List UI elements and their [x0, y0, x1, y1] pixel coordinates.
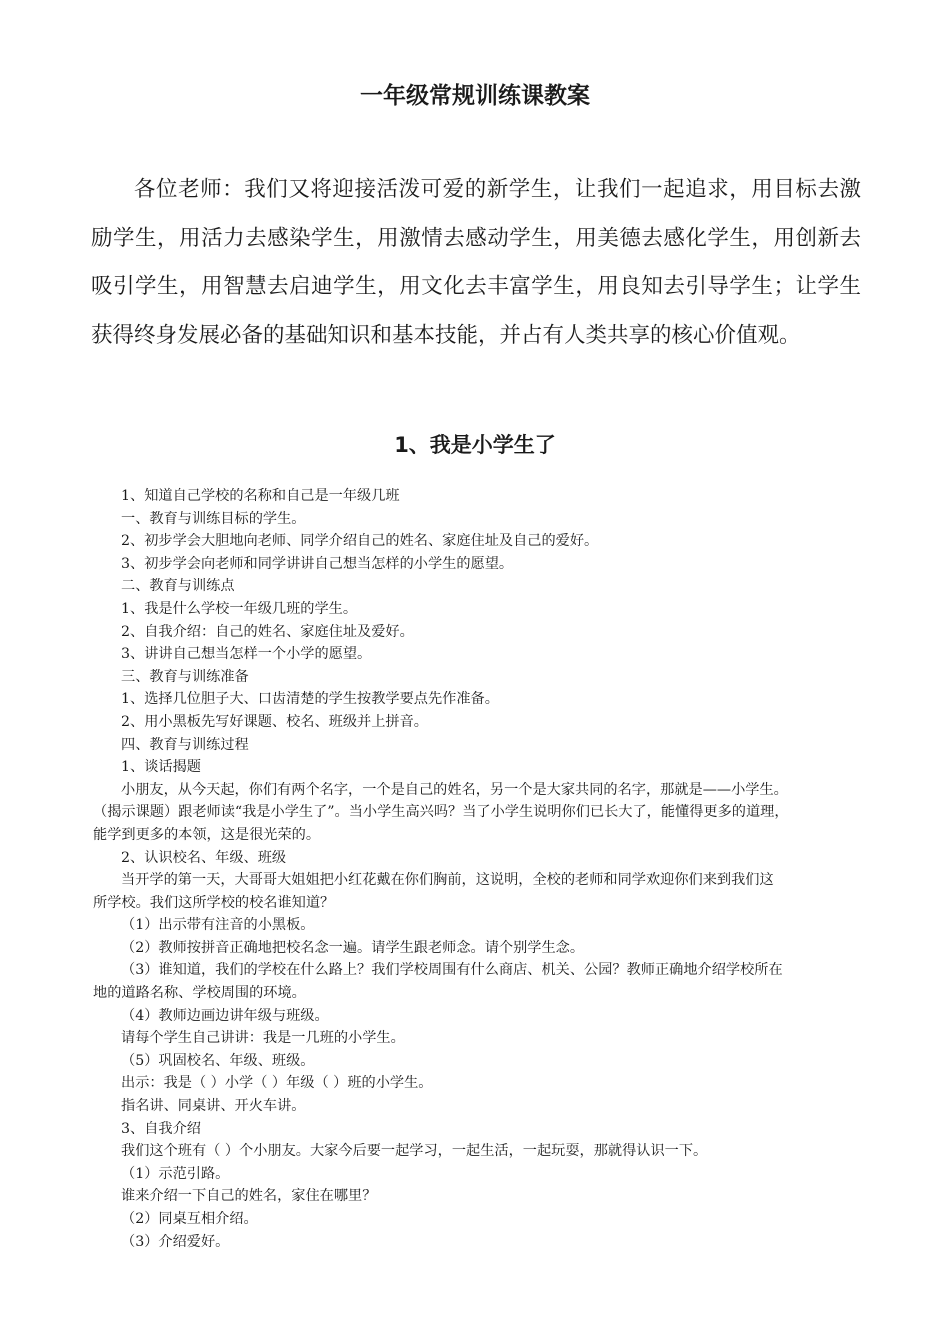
body-line: （揭示课题）跟老师读“我是小学生了”。当小学生高兴吗？当了小学生说明你们已长大了，能懂得更多的道理， — [93, 804, 789, 821]
body-line: 2、用小黑板先写好课题、校名、班级并上拼音。 — [121, 713, 428, 730]
body-line: 能学到更多的本领，这是很光荣的。 — [93, 826, 321, 843]
body-line: （2）教师按拼音正确地把校名念一遍。请学生跟老师念。请个别学生念。 — [121, 939, 585, 956]
body-line: （3）谁知道，我们的学校在什么路上？我们学校周围有什么商店、机关、公园？教师正确地介绍学校所在 — [121, 962, 783, 979]
body-line: 二、教育与训练点 — [121, 578, 235, 595]
body-line: 所学校。我们这所学校的校名谁知道？ — [93, 894, 335, 911]
document-title: 一年级常规训练课教案 — [360, 83, 590, 109]
lesson-body — [93, 485, 863, 1253]
body-line: 出示：我是（ ）小学（ ）年级（ ）班的小学生。 — [121, 1075, 433, 1092]
body-line: 2、初步学会大胆地向老师、同学介绍自己的姓名、家庭住址及自己的爱好。 — [121, 533, 599, 550]
body-line: 3、自我介绍 — [121, 1120, 201, 1137]
body-line: 指名讲、同桌讲、开火车讲。 — [121, 1098, 306, 1115]
body-line: 2、自我介绍：自己的姓名、家庭住址及爱好。 — [121, 623, 414, 640]
body-line: 小朋友，从今天起，你们有两个名字，一个是自己的姓名，另一个是大家共同的名字，那就是——小学生。 — [121, 781, 788, 798]
section-title: 1、我是小学生了 — [394, 433, 556, 457]
body-line: 1、知道自己学校的名称和自己是一年级几班 — [121, 488, 400, 504]
body-line: 请每个学生自己讲讲：我是一几班的小学生。 — [121, 1030, 405, 1047]
body-line: 1、谈话揭题 — [121, 759, 201, 776]
body-line: （3）介绍爱好。 — [121, 1233, 230, 1250]
intro-paragraph: 各位老师：我们又将迎接活泼可爱的新学生，让我们一起追求，用目标去激励学生，用活力去感染学生，用激情去感动学生，用美德去感化学生，用创新去吸引学生，用智慧去启迪学生，用文化去丰富学生，用良知去引导学生；让学生获得终身发展必备的基础知识和基本技能，并占有人类共享的核心价值观。 — [91, 177, 861, 348]
body-line: 3、初步学会向老师和同学讲讲自己想当怎样的小学生的愿望。 — [121, 555, 514, 572]
body-line: 地的道路名称、学校周围的环境。 — [93, 985, 306, 1002]
body-line: （4）教师边画边讲年级与班级。 — [121, 1007, 329, 1024]
body-line: 三、教育与训练准备 — [121, 668, 249, 685]
body-line: （2）同桌互相介绍。 — [121, 1211, 258, 1227]
body-line: 四、教育与训练过程 — [121, 736, 249, 753]
body-line: 一、教育与训练目标的学生。 — [121, 510, 306, 527]
body-line: 3、讲讲自己想当怎样一个小学的愿望。 — [121, 646, 372, 663]
body-line: 当开学的第一天，大哥哥大姐姐把小红花戴在你们胸前，这说明，全校的老师和同学欢迎你们来到我们这 — [121, 872, 774, 889]
body-line: 我们这个班有（ ）个小朋友。大家今后要一起学习，一起生活，一起玩耍，那就得认识一下。 — [121, 1143, 708, 1160]
body-line: 2、认识校名、年级、班级 — [121, 849, 287, 866]
body-line: 1、选择几位胆子大、口齿清楚的学生按教学要点先作准备。 — [121, 691, 499, 708]
body-line: （1）示范引路。 — [121, 1165, 230, 1182]
body-line: 谁来介绍一下自己的姓名，家住在哪里？ — [121, 1188, 377, 1205]
body-line: （5）巩固校名、年级、班级。 — [121, 1052, 315, 1069]
body-line: 1、我是什么学校一年级几班的学生。 — [121, 600, 358, 617]
body-line: （1）出示带有注音的小黑板。 — [121, 917, 315, 934]
